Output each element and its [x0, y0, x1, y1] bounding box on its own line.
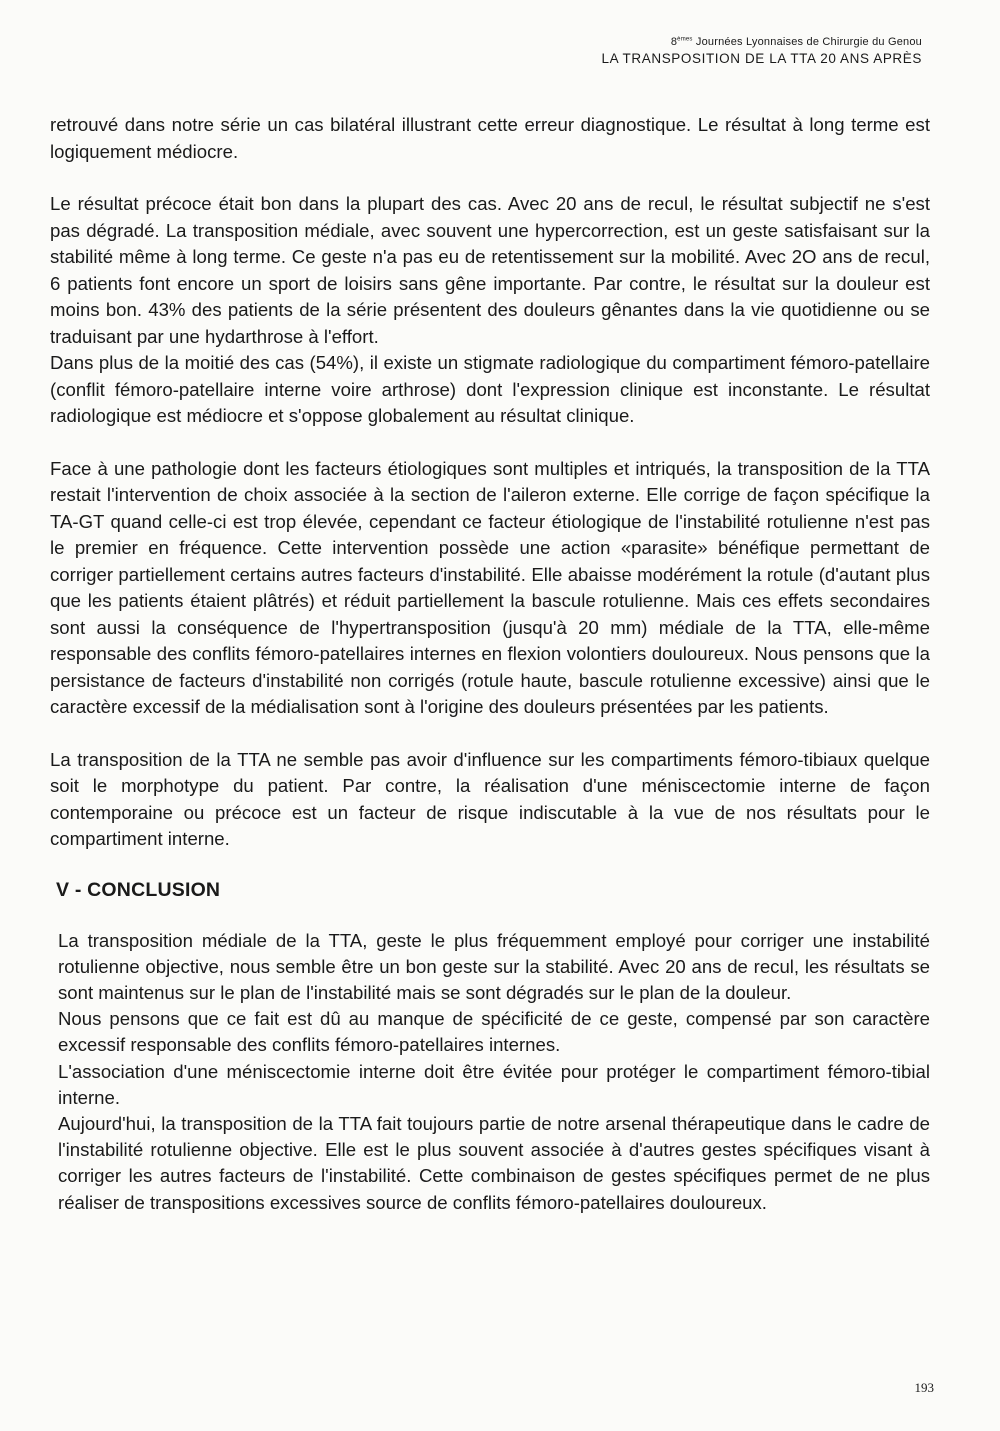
- paragraph-4: Face à une pathologie dont les facteurs étiologiques sont multiples et intriqués, la transposition de la TTA restait l'intervention de choix associée à la section de l'aileron externe. Elle corrige de façon spécifique la TA-GT quand celle-ci est trop élevée, cependant ce facteur étiologique de l'instabilité rotulienne n'est pas le premier en fréquence. Cette intervention possède une action «parasite» bénéfique permettant de corriger partiellement certains autres facteurs d'instabilité. Elle abaisse modérément la rotule (d'autant plus que les patients étaient plâtrés) et réduit partiellement la bascule rotulienne. Mais ces effets secondaires sont aussi la conséquence de l'hypertransposition (jusqu'à 20 mm) médiale de la TTA, elle-même responsable des conflits fémoro-patellaires internes en flexion volontiers douloureux. Nous pensons que la persistance de facteurs d'instabilité non corrigés (rotule haute, bascule rotulienne excessive) ainsi que le caractère excessif de la médialisation sont à l'origine des douleurs présentées par les patients.: [50, 457, 930, 717]
- page-body: [50, 112, 930, 1216]
- header-title: LA TRANSPOSITION DE LA TTA 20 ANS APRÈS: [601, 51, 922, 67]
- page-number: 193: [914, 1380, 934, 1395]
- running-header: [601, 36, 922, 67]
- paragraph-2: Le résultat précoce était bon dans la plupart des cas. Avec 20 ans de recul, le résultat subjectif ne s'est pas dégradé. La transposition médiale, avec souvent une hypercorrection, est un geste satisfaisant sur la stabilité même à long terme. Ce geste n'a pas eu de retentissement sur la mobilité. Avec 2O ans de recul, 6 patients font encore un sport de loisirs sans gêne importante. Par contre, le résultat sur la douleur est moins bon. 43% des patients de la série présentent des douleurs gênantes dans la vie quotidienne ou se traduisant par une hydarthrose à l'effort.: [50, 193, 930, 347]
- conclusion-section: [50, 928, 930, 1216]
- conclusion-paragraph-1: La transposition médiale de la TTA, geste le plus fréquemment employé pour corriger une instabilité rotulienne objective, nous semble être un bon geste sur la stabilité. Avec 20 ans de recul, les résultats se sont maintenus sur le plan de l'instabilité mais se sont dégradés sur le plan de la douleur.: [58, 929, 930, 1003]
- paragraph-5: La transposition de la TTA ne semble pas avoir d'influence sur les compartiments fémoro-tibiaux quelque soit le morphotype du patient. Par contre, la réalisation d'une méniscectomie interne de façon contemporaine ou précoce est un facteur de risque indiscutable à la vue de nos résultats pour le compartiment interne.: [50, 748, 930, 849]
- header-edition-suffix: èmes: [677, 36, 693, 43]
- header-conference: [601, 36, 922, 49]
- conclusion-paragraph-3: L'association d'une méniscectomie interne doit être évitée pour protéger le compartiment fémoro-tibial interne.: [58, 1060, 930, 1108]
- header-conference-name: Journées Lyonnaises de Chirurgie du Genou: [692, 36, 922, 48]
- section-heading-conclusion: V - CONCLUSION: [56, 878, 221, 901]
- header-edition-number: 8: [670, 36, 678, 48]
- paragraph-3: Dans plus de la moitié des cas (54%), il existe un stigmate radiologique du compartiment fémoro-patellaire (conflit fémoro-patellaire interne voire arthrose) dont l'expression clinique est inconstante. Le résultat radiologique est médiocre et s'oppose globalement au résultat clinique.: [50, 352, 930, 426]
- conclusion-paragraph-2: Nous pensons que ce fait est dû au manque de spécificité de ce geste, compensé par son caractère excessif responsable des conflits fémoro-patellaires internes.: [58, 1008, 930, 1056]
- paragraph-1: retrouvé dans notre série un cas bilatéral illustrant cette erreur diagnostique. Le résultat à long terme est logiquement médiocre.: [50, 114, 930, 162]
- conclusion-paragraph-4: Aujourd'hui, la transposition de la TTA fait toujours partie de notre arsenal thérapeutique dans le cadre de l'instabilité rotulienne objective. Elle est le plus souvent associée à d'autres gestes spécifiques visant à corriger les autres facteurs de l'instabilité. Cette combinaison de gestes spécifiques permet de ne plus réaliser de transpositions excessives source de conflits fémoro-patellaires douloureux.: [58, 1112, 930, 1213]
